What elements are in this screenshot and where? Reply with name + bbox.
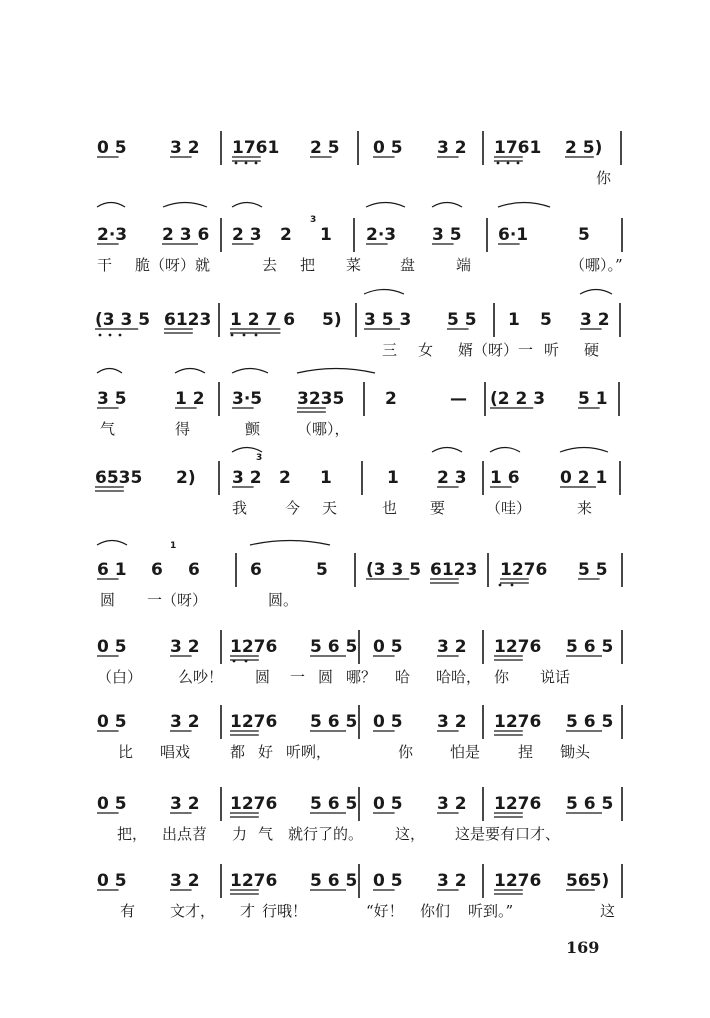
lyric-text: 比 [118,743,134,761]
lyric-text: 行哦！ [262,902,308,920]
note-group: 5 6 5 [566,712,614,732]
octave-dot [119,334,122,337]
lyric-text: 听 [544,341,560,359]
lyric-text: 好 [258,743,274,761]
lyric-text: 哈哈， [436,668,482,686]
lyric-text: 这是要有口才、 [455,825,561,843]
note-group: 1276 [230,871,278,891]
lyric-text: 脆（呀）就 [135,256,211,274]
lyric-text: 捏 [518,743,534,761]
slur-arc [432,203,462,208]
note-group: 1 [387,468,399,488]
note-group: 0 5 [373,871,403,891]
note-group: 3 2 [170,712,200,732]
note-group: 0 5 [97,637,127,657]
slur-arc [163,203,207,208]
page-number: 169 [566,938,600,957]
note-group: 1 [320,468,332,488]
note-group: 2 [280,225,292,245]
note-group: 3 2 [437,794,467,814]
lyric-text: 就行了的。 [288,825,364,843]
lyric-text: 硬 [584,341,600,359]
octave-dot [243,334,246,337]
note-group: 3 5 [97,389,127,409]
octave-dot [255,162,258,165]
note-group: 565) [566,871,610,891]
lyric-text: （白） [97,668,143,686]
note-group: 5 [578,225,590,245]
note-group: 0 5 [97,871,127,891]
note-group: 1276 [230,637,278,657]
note-group: 1 2 7 6 [230,310,296,330]
lyric-text: 听到。” [468,902,514,920]
octave-dot [507,162,510,165]
lyric-text: 菜 [346,256,362,274]
note-group: 5 5 [447,310,477,330]
note-group: 0 5 [97,794,127,814]
lyric-text: 圆 [255,668,271,686]
lyric-text: 一（呀） [147,591,208,609]
octave-dot [233,660,236,663]
note-group: 3 2 [232,468,262,488]
slur-arc [250,541,330,546]
slur-arc [498,203,550,208]
note-group: 6123 [430,560,478,580]
note-group: 1 2 [175,389,205,409]
octave-dot [109,334,112,337]
lyric-text: 你 [494,668,510,686]
octave-dot [245,660,248,663]
lyric-text: 这， [395,825,426,843]
lyric-text: 圆 [100,591,116,609]
lyric-text: 才 [240,902,256,920]
lyric-text: 你 [596,169,612,187]
lyric-text: 气 [100,420,116,438]
note-group: 3 2 [437,712,467,732]
lyric-text: 文才， [170,902,216,920]
slur-arc [97,203,125,208]
lyric-text: 圆。 [268,591,299,609]
note-group: 1276 [230,712,278,732]
note-group: 0 5 [373,712,403,732]
note-group: 5 6 5 [310,871,358,891]
note-group: 0 5 [97,138,127,158]
note-group: 5 [540,310,552,330]
slur-arc [232,448,262,453]
note-group: 0 5 [373,138,403,158]
slur-arc [97,541,127,546]
note-group: 6·1 [498,225,529,245]
note-group: 2·3 [97,225,128,245]
slur-arc [490,448,520,453]
lyric-text: 听咧， [286,743,332,761]
note-group: 3 2 [437,138,467,158]
note-group: 3 2 [170,138,200,158]
lyric-text: 婿（呀）一 [458,341,534,359]
octave-dot [245,162,248,165]
lyric-text: 有 [120,902,136,920]
octave-dot [517,162,520,165]
slur-arc [232,203,262,208]
note-group: 2 [385,389,397,409]
note-group: 3 5 3 [364,310,412,330]
lyric-text: 力 [232,825,248,843]
note-group: 6 [250,560,262,580]
lyric-text: 哈 [395,668,411,686]
note-group: 2 3 6 [162,225,210,245]
lyric-text: （哇） [486,499,532,517]
slur-arc [580,290,612,295]
note-group: 1276 [230,794,278,814]
lyric-text: 你们 [420,902,451,920]
note-group: 5 6 5 [310,712,358,732]
lyric-text: 我 [232,499,248,517]
lyric-text: 圆 [318,668,334,686]
lyric-text: 把 [300,256,316,274]
slur-arc [232,369,268,374]
lyric-text: 唱戏 [160,743,191,761]
note-group: 0 5 [97,712,127,732]
note-group: 6 [188,560,200,580]
note-group: 0 5 [373,637,403,657]
lyric-text: 今 [285,499,301,517]
slur-arc [364,290,404,295]
lyric-text: 锄头 [560,743,591,761]
slur-arc [175,369,205,374]
lyric-text: 女 [418,341,434,359]
octave-dot [235,162,238,165]
lyric-text: 气 [258,825,274,843]
slur-arc [432,448,462,453]
slur-arc [297,369,375,374]
lyric-text: 说话 [540,668,571,686]
octave-dot [511,584,514,587]
note-group: (2 2 3 [490,389,546,409]
lyric-text: 端 [456,256,472,274]
slur-arc [366,203,405,208]
lyric-text: 干 [97,256,113,274]
lyric-text: （哪）。” [570,256,623,274]
note-group: 3 5 [432,225,462,245]
note-group: 1276 [494,871,542,891]
note-group: (3 3 5 [95,310,151,330]
note-group: 3·5 [232,389,263,409]
note-group: (3 3 5 [366,560,422,580]
note-group: 6 [151,560,163,580]
lyric-text: 来 [577,499,593,517]
lyric-text: 都 [230,743,246,761]
lyric-text: 得 [175,420,191,438]
lyric-text: 哪？ [346,668,377,686]
note-group: 5 6 5 [566,637,614,657]
grace-note: 3 [310,215,317,225]
lyric-text: 一 [290,668,306,686]
octave-dot [99,334,102,337]
note-group: 3235 [297,389,345,409]
note-group: 1 [508,310,520,330]
note-group: 1276 [500,560,548,580]
lyric-text: 颤 [245,420,261,438]
note-group: 5 [316,560,328,580]
note-group: 6 1 [97,560,127,580]
lyric-text: 三 [382,341,398,359]
lyric-text: 出点苕 [162,825,208,843]
lyric-text: 怕是 [450,743,481,761]
note-group: 1276 [494,794,542,814]
lyric-text: 这 [600,902,616,920]
lyric-text: 你 [398,743,414,761]
note-group: 5 1 [578,389,608,409]
lyric-text: 也 [382,499,398,517]
note-group: 2 3 [437,468,467,488]
octave-dot [499,584,502,587]
lyric-text: 么吵！ [178,668,224,686]
note-group: 3 2 [580,310,610,330]
note-group: 6123 [164,310,212,330]
note-group: 5 6 5 [310,794,358,814]
note-group: 3 2 [437,637,467,657]
note-group: 0 5 [373,794,403,814]
lyric-text: 去 [262,256,278,274]
note-group: 2 3 [232,225,262,245]
note-group: 3 2 [170,871,200,891]
note-group: 5 6 5 [566,794,614,814]
octave-dot [231,334,234,337]
note-group: 2 5 [310,138,340,158]
lyric-text: 把， [117,825,148,843]
grace-note: 1 [170,541,177,551]
slur-arc [560,448,608,453]
lyric-text: “好！ [366,902,404,920]
note-group: 5) [322,310,342,330]
note-group: 3 2 [170,794,200,814]
lyric-text: （哪）， [297,420,350,438]
note-group: 1276 [494,637,542,657]
octave-dot [497,162,500,165]
note-group: 3 2 [170,637,200,657]
note-group: 1 [320,225,332,245]
note-group: 2 [279,468,291,488]
note-group: 3 2 [437,871,467,891]
octave-dot [255,334,258,337]
lyric-text: 要 [430,499,446,517]
note-group: 2 5) [565,138,603,158]
note-group: 1 6 [490,468,520,488]
lyric-text: 天 [322,499,338,517]
grace-note: 3 [256,453,263,463]
note-group: 1761 [494,138,542,158]
note-group: 1276 [494,712,542,732]
note-group: 6535 [95,468,143,488]
note-group: 5 5 [578,560,608,580]
note-group: 1761 [232,138,280,158]
note-group: 5 6 5 [310,637,358,657]
lyric-text: 盘 [400,256,416,274]
note-group: 2) [176,468,196,488]
note-group: — [450,389,467,409]
slur-arc [97,369,122,374]
note-group: 2·3 [366,225,397,245]
note-group: 0 2 1 [560,468,608,488]
